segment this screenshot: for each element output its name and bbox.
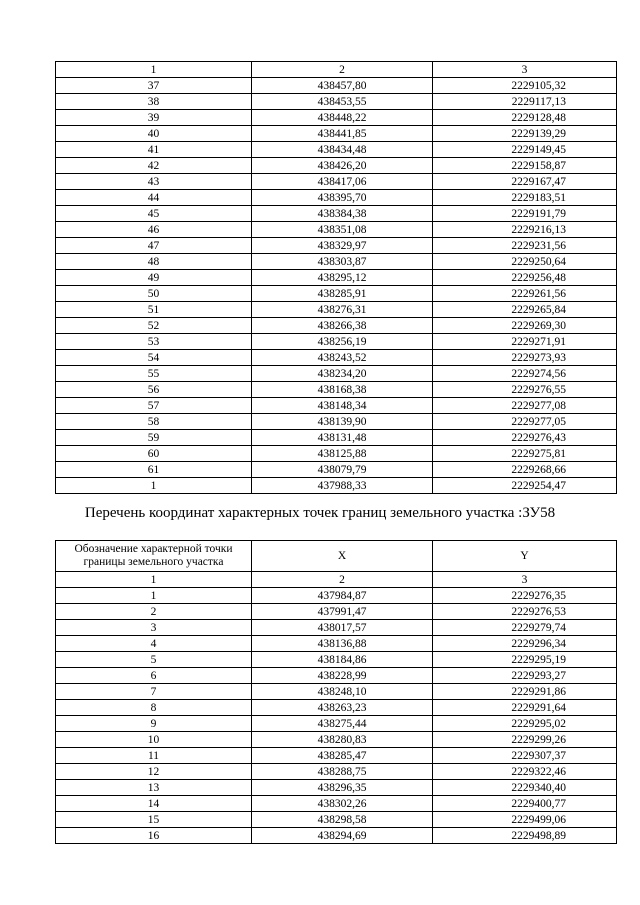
y-coordinate-cell: 2229250,64 [433, 254, 617, 270]
point-number-cell: 55 [56, 366, 252, 382]
coordinates-table-continued-body [56, 62, 617, 494]
point-number-cell: 51 [56, 302, 252, 318]
point-number-cell: 49 [56, 270, 252, 286]
x-coordinate-cell: 438448,22 [252, 110, 433, 126]
point-number-cell: 40 [56, 126, 252, 142]
y-coordinate-cell: 2229139,29 [433, 126, 617, 142]
y-coordinate-cell: 2229295,02 [433, 716, 617, 732]
table-row [56, 796, 617, 812]
point-number-cell: 3 [56, 620, 252, 636]
table-row [56, 684, 617, 700]
y-coordinate-cell: 2229293,27 [433, 668, 617, 684]
y-coordinate-cell: 2229276,43 [433, 430, 617, 446]
point-number-cell: 53 [56, 334, 252, 350]
y-coordinate-cell: 2229105,32 [433, 78, 617, 94]
point-number-cell: 5 [56, 652, 252, 668]
table-row [56, 764, 617, 780]
table-row [56, 446, 617, 462]
y-coordinate-cell: 2229271,91 [433, 334, 617, 350]
point-number-cell: 1 [56, 588, 252, 604]
table-row [56, 398, 617, 414]
table-row [56, 94, 617, 110]
column-number-1: 1 [56, 572, 252, 588]
x-coordinate-cell: 438351,08 [252, 222, 433, 238]
table-row [56, 748, 617, 764]
table-row [56, 636, 617, 652]
table-row [56, 588, 617, 604]
column-number-row [56, 572, 617, 588]
column-title-y: Y [433, 541, 617, 572]
point-number-cell: 48 [56, 254, 252, 270]
y-coordinate-cell: 2229279,74 [433, 620, 617, 636]
x-coordinate-cell: 438417,06 [252, 174, 433, 190]
table-row [56, 478, 617, 494]
table-row [56, 318, 617, 334]
table-row [56, 254, 617, 270]
column-number-row [56, 62, 617, 78]
table-row [56, 158, 617, 174]
x-coordinate-cell: 438136,88 [252, 636, 433, 652]
point-number-cell: 45 [56, 206, 252, 222]
y-coordinate-cell: 2229275,81 [433, 446, 617, 462]
x-coordinate-cell: 438457,80 [252, 78, 433, 94]
y-coordinate-cell: 2229277,05 [433, 414, 617, 430]
x-coordinate-cell: 438243,52 [252, 350, 433, 366]
y-coordinate-cell: 2229295,19 [433, 652, 617, 668]
table-row [56, 462, 617, 478]
point-number-cell: 43 [56, 174, 252, 190]
point-number-cell: 13 [56, 780, 252, 796]
table-row [56, 780, 617, 796]
point-number-cell: 54 [56, 350, 252, 366]
table-row [56, 142, 617, 158]
x-coordinate-cell: 438285,91 [252, 286, 433, 302]
y-coordinate-cell: 2229499,06 [433, 812, 617, 828]
table-row [56, 302, 617, 318]
x-coordinate-cell: 438434,48 [252, 142, 433, 158]
point-number-cell: 52 [56, 318, 252, 334]
table-row [56, 206, 617, 222]
point-number-cell: 46 [56, 222, 252, 238]
table-row [56, 238, 617, 254]
y-coordinate-cell: 2229291,86 [433, 684, 617, 700]
point-number-cell: 39 [56, 110, 252, 126]
table-row [56, 620, 617, 636]
point-number-cell: 10 [56, 732, 252, 748]
table-row [56, 700, 617, 716]
x-coordinate-cell: 438395,70 [252, 190, 433, 206]
y-coordinate-cell: 2229277,08 [433, 398, 617, 414]
y-coordinate-cell: 2229269,30 [433, 318, 617, 334]
point-number-cell: 41 [56, 142, 252, 158]
point-number-cell: 56 [56, 382, 252, 398]
point-number-cell: 12 [56, 764, 252, 780]
x-coordinate-cell: 438453,55 [252, 94, 433, 110]
table-row [56, 382, 617, 398]
point-number-cell: 44 [56, 190, 252, 206]
y-coordinate-cell: 2229276,55 [433, 382, 617, 398]
x-coordinate-cell: 437988,33 [252, 478, 433, 494]
point-number-cell: 9 [56, 716, 252, 732]
point-number-cell: 11 [56, 748, 252, 764]
x-coordinate-cell: 438276,31 [252, 302, 433, 318]
y-coordinate-cell: 2229167,47 [433, 174, 617, 190]
y-coordinate-cell: 2229299,26 [433, 732, 617, 748]
point-number-cell: 2 [56, 604, 252, 620]
x-coordinate-cell: 438131,48 [252, 430, 433, 446]
y-coordinate-cell: 2229254,47 [433, 478, 617, 494]
coordinates-table-zu58 [55, 540, 617, 844]
x-coordinate-cell: 438280,83 [252, 732, 433, 748]
table-row [56, 270, 617, 286]
y-coordinate-cell: 2229276,35 [433, 588, 617, 604]
x-coordinate-cell: 438266,38 [252, 318, 433, 334]
column-title-x: X [252, 541, 433, 572]
x-coordinate-cell: 438275,44 [252, 716, 433, 732]
table-row [56, 174, 617, 190]
table-row [56, 430, 617, 446]
table-row [56, 732, 617, 748]
y-coordinate-cell: 2229273,93 [433, 350, 617, 366]
column-title-point: Обозначение характерной точки границы земельного участка [56, 541, 252, 572]
y-coordinate-cell: 2229291,64 [433, 700, 617, 716]
y-coordinate-cell: 2229276,53 [433, 604, 617, 620]
column-number-2: 2 [252, 62, 433, 78]
table-row [56, 828, 617, 844]
column-number-2: 2 [252, 572, 433, 588]
column-number-3: 3 [433, 572, 617, 588]
x-coordinate-cell: 438168,38 [252, 382, 433, 398]
y-coordinate-cell: 2229274,56 [433, 366, 617, 382]
x-coordinate-cell: 438248,10 [252, 684, 433, 700]
point-number-cell: 57 [56, 398, 252, 414]
x-coordinate-cell: 438139,90 [252, 414, 433, 430]
table-row [56, 334, 617, 350]
table-row [56, 604, 617, 620]
x-coordinate-cell: 438295,12 [252, 270, 433, 286]
section-title: Перечень координат характерных точек границ земельного участка :ЗУ58 [84, 505, 556, 521]
x-coordinate-cell: 438384,38 [252, 206, 433, 222]
y-coordinate-cell: 2229158,87 [433, 158, 617, 174]
table-row [56, 812, 617, 828]
point-number-cell: 61 [56, 462, 252, 478]
x-coordinate-cell: 438234,20 [252, 366, 433, 382]
x-coordinate-cell: 438017,57 [252, 620, 433, 636]
point-number-cell: 37 [56, 78, 252, 94]
point-number-cell: 7 [56, 684, 252, 700]
y-coordinate-cell: 2229400,77 [433, 796, 617, 812]
y-coordinate-cell: 2229216,13 [433, 222, 617, 238]
table-row [56, 414, 617, 430]
x-coordinate-cell: 438285,47 [252, 748, 433, 764]
y-coordinate-cell: 2229296,34 [433, 636, 617, 652]
x-coordinate-cell: 438426,20 [252, 158, 433, 174]
table-row [56, 366, 617, 382]
y-coordinate-cell: 2229268,66 [433, 462, 617, 478]
point-number-cell: 42 [56, 158, 252, 174]
y-coordinate-cell: 2229261,56 [433, 286, 617, 302]
x-coordinate-cell: 438256,19 [252, 334, 433, 350]
column-number-3: 3 [433, 62, 617, 78]
point-number-cell: 1 [56, 478, 252, 494]
y-coordinate-cell: 2229191,79 [433, 206, 617, 222]
point-number-cell: 14 [56, 796, 252, 812]
x-coordinate-cell: 437984,87 [252, 588, 433, 604]
table-row [56, 668, 617, 684]
table-row [56, 286, 617, 302]
point-number-cell: 16 [56, 828, 252, 844]
table-row [56, 126, 617, 142]
x-coordinate-cell: 438296,35 [252, 780, 433, 796]
x-coordinate-cell: 438302,26 [252, 796, 433, 812]
point-number-cell: 50 [56, 286, 252, 302]
column-number-1: 1 [56, 62, 252, 78]
point-number-cell: 59 [56, 430, 252, 446]
point-number-cell: 58 [56, 414, 252, 430]
point-number-cell: 15 [56, 812, 252, 828]
x-coordinate-cell: 438125,88 [252, 446, 433, 462]
table-row [56, 350, 617, 366]
y-coordinate-cell: 2229498,89 [433, 828, 617, 844]
x-coordinate-cell: 438441,85 [252, 126, 433, 142]
x-coordinate-cell: 438148,34 [252, 398, 433, 414]
point-number-cell: 6 [56, 668, 252, 684]
y-coordinate-cell: 2229322,46 [433, 764, 617, 780]
point-number-cell: 47 [56, 238, 252, 254]
table-row [56, 222, 617, 238]
point-number-cell: 60 [56, 446, 252, 462]
x-coordinate-cell: 438263,23 [252, 700, 433, 716]
table-row [56, 78, 617, 94]
column-title-row [56, 541, 617, 572]
point-number-cell: 38 [56, 94, 252, 110]
point-number-cell: 8 [56, 700, 252, 716]
y-coordinate-cell: 2229117,13 [433, 94, 617, 110]
y-coordinate-cell: 2229307,37 [433, 748, 617, 764]
y-coordinate-cell: 2229256,48 [433, 270, 617, 286]
x-coordinate-cell: 438294,69 [252, 828, 433, 844]
x-coordinate-cell: 438288,75 [252, 764, 433, 780]
table-row [56, 110, 617, 126]
x-coordinate-cell: 438228,99 [252, 668, 433, 684]
x-coordinate-cell: 438079,79 [252, 462, 433, 478]
table-row [56, 716, 617, 732]
y-coordinate-cell: 2229183,51 [433, 190, 617, 206]
coordinates-table-continued [55, 61, 617, 494]
x-coordinate-cell: 438298,58 [252, 812, 433, 828]
x-coordinate-cell: 437991,47 [252, 604, 433, 620]
y-coordinate-cell: 2229340,40 [433, 780, 617, 796]
y-coordinate-cell: 2229265,84 [433, 302, 617, 318]
x-coordinate-cell: 438303,87 [252, 254, 433, 270]
y-coordinate-cell: 2229231,56 [433, 238, 617, 254]
x-coordinate-cell: 438329,97 [252, 238, 433, 254]
y-coordinate-cell: 2229128,48 [433, 110, 617, 126]
coordinates-table-zu58-body [56, 541, 617, 844]
x-coordinate-cell: 438184,86 [252, 652, 433, 668]
point-number-cell: 4 [56, 636, 252, 652]
y-coordinate-cell: 2229149,45 [433, 142, 617, 158]
table-row [56, 652, 617, 668]
table-row [56, 190, 617, 206]
